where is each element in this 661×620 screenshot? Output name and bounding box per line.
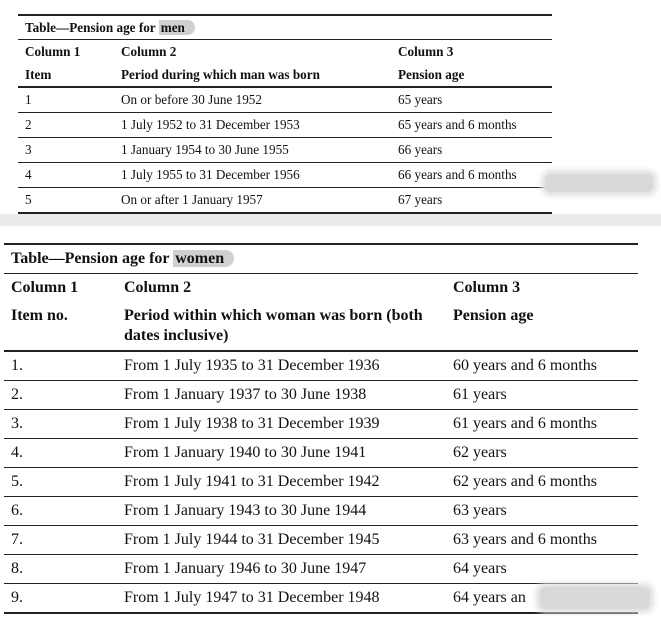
item-cell: 4. xyxy=(4,439,117,468)
redaction-blur xyxy=(540,587,650,609)
period-cell: From 1 January 1946 to 30 June 1947 xyxy=(117,555,446,584)
women-pension-table xyxy=(4,243,638,614)
table-row xyxy=(4,410,638,439)
column-label: Period within which woman was born (both dates inclusive) xyxy=(117,302,446,351)
pension-age-cell: 64 years xyxy=(446,555,638,584)
table-row xyxy=(4,555,638,584)
table-title-row xyxy=(4,244,638,274)
item-cell: 2. xyxy=(4,381,117,410)
pension-age-cell: 63 years xyxy=(446,497,638,526)
column-label: Item xyxy=(18,63,114,87)
column-label: Item no. xyxy=(4,302,117,351)
item-cell: 8. xyxy=(4,555,117,584)
column-label-row xyxy=(18,63,552,87)
column-header: Column 1 xyxy=(25,44,81,59)
item-cell: 5 xyxy=(18,188,114,214)
period-cell: On or after 1 January 1957 xyxy=(114,188,391,214)
column-number-row xyxy=(18,40,552,64)
item-cell: 2 xyxy=(18,113,114,138)
column-label-row xyxy=(4,302,638,351)
pension-age-cell: 65 years and 6 months xyxy=(391,113,552,138)
item-cell: 7. xyxy=(4,526,117,555)
column-header: Column 2 xyxy=(124,279,192,296)
table-title-row xyxy=(18,15,552,40)
period-cell: 1 January 1954 to 30 June 1955 xyxy=(114,138,391,163)
pension-age-cell: 66 years and 6 months xyxy=(391,163,552,188)
table-row xyxy=(18,188,552,214)
men-pension-table xyxy=(18,14,552,214)
table-row xyxy=(4,526,638,555)
women-pension-panel xyxy=(0,226,661,620)
pension-age-cell: 66 years xyxy=(391,138,552,163)
item-cell: 1 xyxy=(18,87,114,113)
period-cell: From 1 July 1941 to 31 December 1942 xyxy=(117,468,446,497)
column-header: Column 1 xyxy=(11,279,79,296)
period-cell: From 1 July 1935 to 31 December 1936 xyxy=(117,351,446,381)
redaction-blur xyxy=(545,174,653,192)
title-highlight: men xyxy=(159,20,195,35)
table-row xyxy=(4,381,638,410)
column-label: Pension age xyxy=(391,63,552,87)
item-cell: 3. xyxy=(4,410,117,439)
column-header: Column 3 xyxy=(453,279,521,296)
table-row xyxy=(4,497,638,526)
pension-age-cell: 63 years and 6 months xyxy=(446,526,638,555)
item-cell: 1. xyxy=(4,351,117,381)
column-header: Column 2 xyxy=(121,44,177,59)
table-title: Table—Pension age for women xyxy=(4,244,638,274)
table-row xyxy=(18,138,552,163)
column-label: Period during which man was born xyxy=(114,63,391,87)
table-row xyxy=(18,163,552,188)
item-cell: 3 xyxy=(18,138,114,163)
pension-age-cell: 64 years an xyxy=(446,584,638,614)
table-row xyxy=(18,87,552,113)
column-header: Column 3 xyxy=(398,44,454,59)
table-row xyxy=(18,113,552,138)
table-title: Table—Pension age for men xyxy=(18,15,552,40)
column-number-row xyxy=(4,274,638,303)
table-row xyxy=(4,439,638,468)
table-row xyxy=(4,351,638,381)
pension-age-cell: 62 years and 6 months xyxy=(446,468,638,497)
period-cell: On or before 30 June 1952 xyxy=(114,87,391,113)
period-cell: From 1 January 1937 to 30 June 1938 xyxy=(117,381,446,410)
pension-age-cell: 65 years xyxy=(391,87,552,113)
title-highlight: women xyxy=(173,250,234,267)
pension-age-cell: 67 years xyxy=(391,188,552,214)
item-cell: 4 xyxy=(18,163,114,188)
item-cell: 6. xyxy=(4,497,117,526)
pension-age-cell: 60 years and 6 months xyxy=(446,351,638,381)
pension-age-cell: 62 years xyxy=(446,439,638,468)
pension-age-cell: 61 years xyxy=(446,381,638,410)
period-cell: From 1 July 1947 to 31 December 1948 xyxy=(117,584,446,614)
period-cell: From 1 January 1940 to 30 June 1941 xyxy=(117,439,446,468)
table-row xyxy=(4,468,638,497)
column-label: Pension age xyxy=(446,302,638,351)
period-cell: From 1 July 1944 to 31 December 1945 xyxy=(117,526,446,555)
period-cell: 1 July 1955 to 31 December 1956 xyxy=(114,163,391,188)
pension-age-cell: 61 years and 6 months xyxy=(446,410,638,439)
men-pension-panel xyxy=(0,0,661,214)
item-cell: 5. xyxy=(4,468,117,497)
period-cell: From 1 July 1938 to 31 December 1939 xyxy=(117,410,446,439)
period-cell: 1 July 1952 to 31 December 1953 xyxy=(114,113,391,138)
period-cell: From 1 January 1943 to 30 June 1944 xyxy=(117,497,446,526)
item-cell: 9. xyxy=(4,584,117,614)
